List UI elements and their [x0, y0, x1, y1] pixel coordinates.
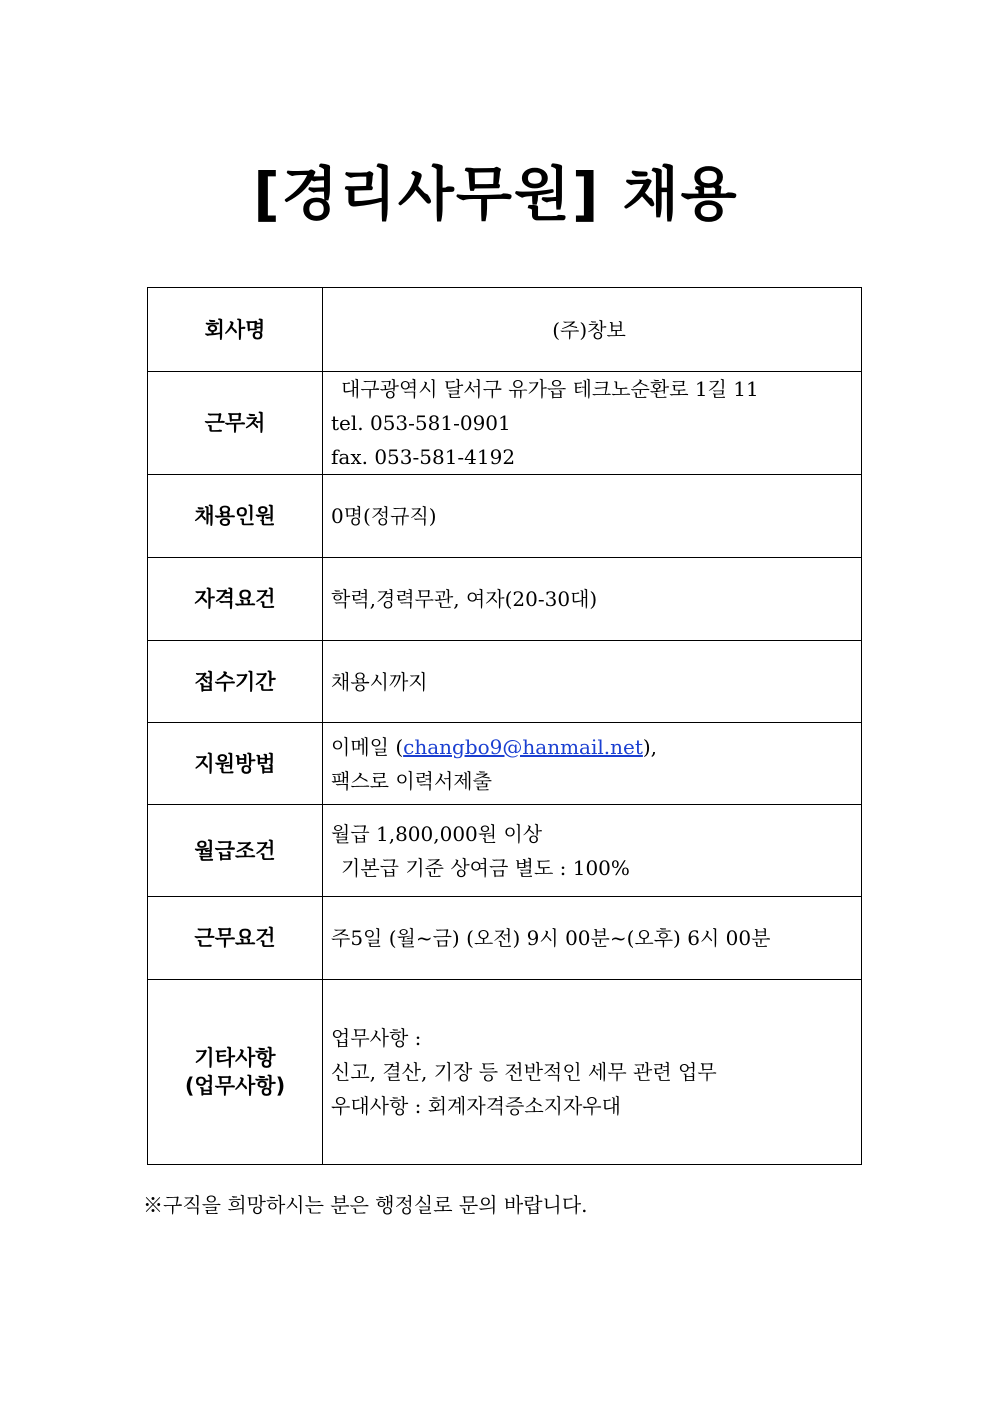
footer-note: ※구직을 희망하시는 분은 행정실로 문의 바랍니다.: [143, 1193, 588, 1217]
headcount-label: 채용인원: [148, 475, 323, 558]
company-value: (주)창보: [323, 288, 862, 372]
application-period-value: 채용시까지: [323, 641, 862, 723]
fax-apply-line: 팩스로 이력서제출: [331, 768, 492, 793]
qualifications-value: 학력,경력무관, 여자(20-30대): [323, 558, 862, 641]
email-link[interactable]: changbo9@hanmail.net: [403, 734, 643, 759]
row-how-to-apply: [148, 723, 862, 805]
page-title: [경리사무원] 채용: [253, 160, 739, 228]
work-hours-value: 주5일 (월~금) (오전) 9시 00분~(오후) 6시 00분: [323, 897, 862, 980]
email-prefix: 이메일 (: [331, 734, 404, 759]
email-line: [331, 730, 855, 764]
company-label: 회사명: [148, 288, 323, 372]
row-company: [148, 288, 862, 372]
application-period-label: 접수기간: [148, 641, 323, 723]
workplace-tel: tel. 053-581-0901: [331, 411, 511, 435]
workplace-address: 대구광역시 달서구 유가읍 테크노순환로 1길 11: [341, 377, 759, 401]
other-line-2: 신고, 결산, 기장 등 전반적인 세무 관련 업무: [331, 1060, 717, 1084]
headcount-value: 0명(정규직): [323, 475, 862, 558]
workplace-value: [323, 372, 862, 475]
row-qualifications: [148, 558, 862, 641]
salary-value: [323, 805, 862, 897]
other-value: [323, 980, 862, 1165]
work-hours-label: 근무요건: [148, 897, 323, 980]
row-headcount: [148, 475, 862, 558]
salary-line-2: 기본급 기준 상여금 별도 : 100%: [341, 855, 630, 880]
email-suffix: ),: [642, 734, 658, 759]
other-label-line-1: 기타사항: [194, 1046, 276, 1070]
row-workplace: [148, 372, 862, 475]
qualifications-label: 자격요건: [148, 558, 323, 641]
how-to-apply-value: [323, 723, 862, 805]
how-to-apply-label: 지원방법: [148, 723, 323, 805]
workplace-label: 근무처: [148, 372, 323, 475]
row-other: [148, 980, 862, 1165]
salary-line-1: 월급 1,800,000원 이상: [331, 821, 543, 846]
other-label-line-2: (업무사항): [184, 1074, 286, 1098]
row-application-period: [148, 641, 862, 723]
job-info-table: [147, 287, 862, 1165]
other-label: [148, 980, 323, 1165]
workplace-fax: fax. 053-581-4192: [331, 445, 516, 469]
other-line-1: 업무사항 :: [331, 1026, 422, 1050]
row-work-hours: [148, 897, 862, 980]
other-line-3: 우대사항 : 회계자격증소지자우대: [331, 1094, 621, 1118]
row-salary: [148, 805, 862, 897]
salary-label: 월급조건: [148, 805, 323, 897]
